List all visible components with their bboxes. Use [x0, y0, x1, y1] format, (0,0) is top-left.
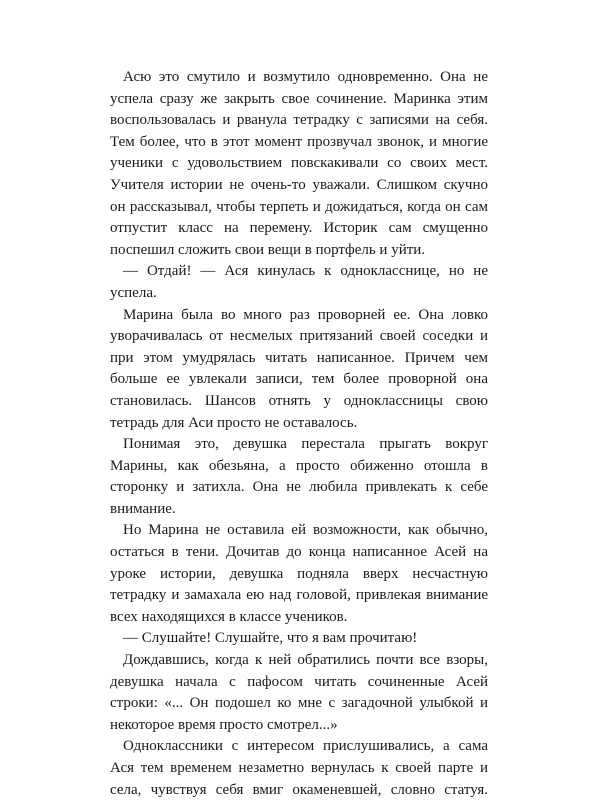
paragraph: Дождавшись, когда к ней обратились почти все взоры, девушка начала с пафосом читать сочиненные Асей строки: «... Он подошел ко мне с загадочной улыбкой и некоторое время просто смотрел...» [110, 652, 488, 733]
dialogue-paragraph: — Слушайте! Слушайте, что я вам прочитаю! [123, 630, 418, 647]
paragraph: Но Марина не оставила ей возможности, как обычно, остаться в тени. Дочитав до конца написанное Асей на уроке истории, девушка подняла вверх несчастную тетрадку и замахала ею над головой, привлекая внимание всех находящихся в классе учеников. [110, 522, 488, 625]
dialogue-paragraph: — Отдай! — Ася кинулась к однокласснице, но не успела. [110, 263, 488, 301]
paragraph: Асю это смутило и возмутило одновременно. Она не успела сразу же закрыть свое сочинение. Маринка этим воспользовалась и рванула тетрадку с записями на себя. Тем более, что в этот момент прозвучал звонок, и многие ученики с удовольствием повскакивали со своих мест. Учителя истории не очень-то уважали. Слишком скучно он рассказывал, чтобы терпеть и дожидаться, когда он сам отпустит класс на перемену. Историк сам смущенно поспешил сложить свои вещи в портфель и уйти. [110, 69, 488, 258]
paragraph: Одноклассники с интересом прислушивались, а сама Ася тем временем незаметно вернулась к своей парте и села, чувствуя себя вмиг окаменевшей, словно статуя. [110, 738, 488, 798]
paragraph: Марина была во много раз проворней ее. Она ловко уворачивалась от несмелых притязаний своей соседки и при этом умудрялась читать написанное. Причем чем больше ее увлекали записи, тем более проворной она становилась. Шансов отнять у одноклассницы свою тетрадь для Аси просто не оставалось. [110, 306, 488, 431]
book-page [110, 67, 488, 801]
paragraph: Понимая это, девушка перестала прыгать вокруг Марины, как обезьяна, а просто обиженно отошла в сторонку и затихла. Она не любила привлекать к себе внимание. [110, 436, 488, 517]
